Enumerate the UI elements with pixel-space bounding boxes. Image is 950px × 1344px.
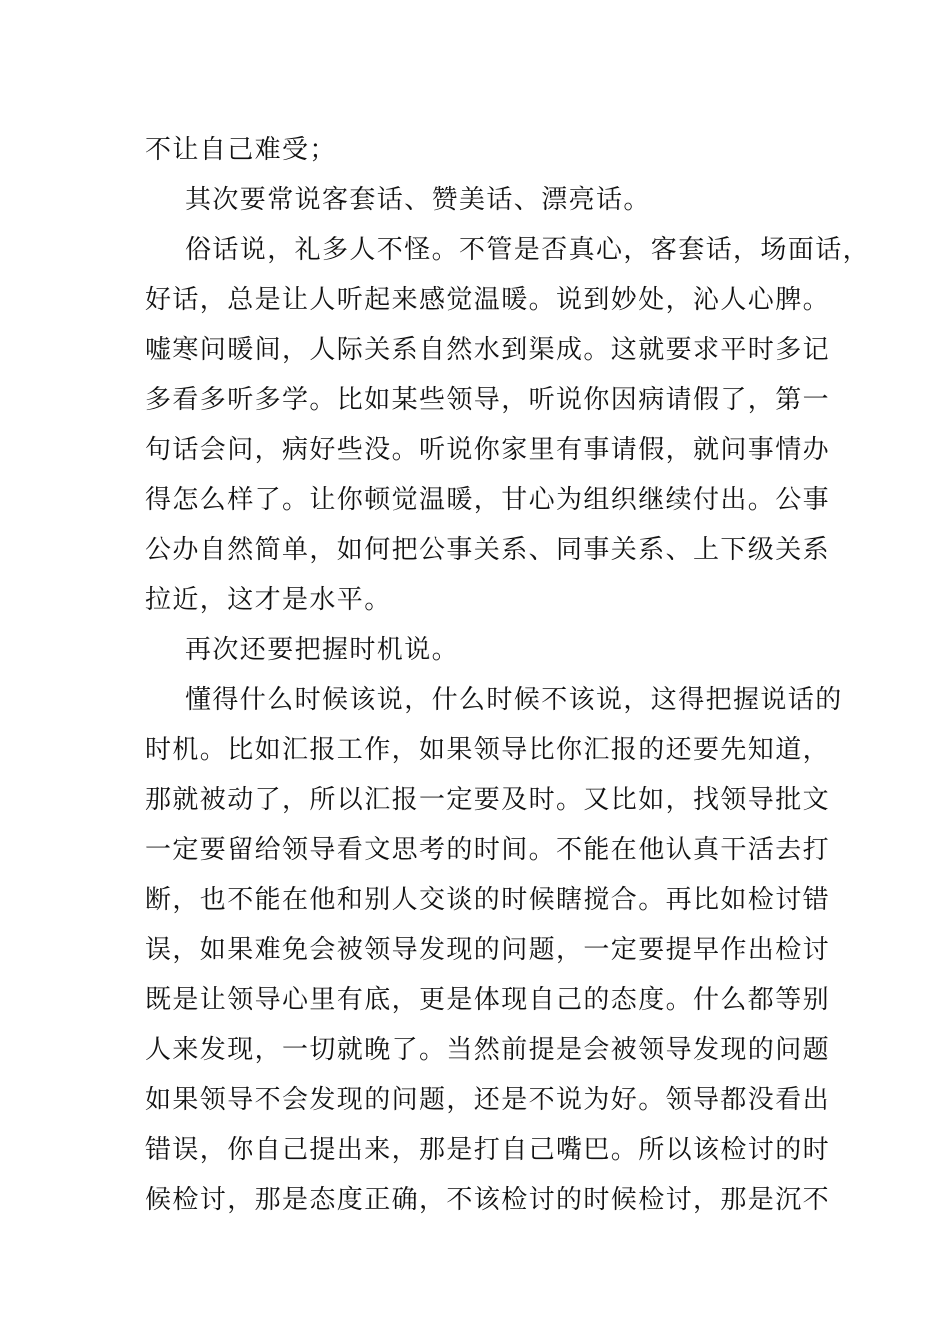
paragraph-first-line: 其次要常说客套话、赞美话、漂亮话。 xyxy=(185,185,651,215)
text-line: 既是让领导心里有底，更是体现自己的态度。什么都等别 xyxy=(145,985,831,1015)
text-line: 时机。比如汇报工作，如果领导比你汇报的还要先知道， xyxy=(145,735,831,765)
text-line: 候检讨，那是态度正确，不该检讨的时候检讨，那是沉不 xyxy=(145,1185,831,1215)
text-line: 错误，你自己提出来，那是打自己嘴巴。所以该检讨的时 xyxy=(145,1135,831,1165)
text-line: 公办自然简单，如何把公事关系、同事关系、上下级关系 xyxy=(145,535,831,565)
text-line: 得怎么样了。让你顿觉温暖，甘心为组织继续付出。公事 xyxy=(145,485,831,515)
text-line: 人来发现，一切就晚了。当然前提是会被领导发现的问题 xyxy=(145,1035,831,1065)
text-line: 嘘寒问暖间，人际关系自然水到渠成。这就要求平时多记 xyxy=(145,335,831,365)
text-line: 不让自己难受； xyxy=(145,135,337,165)
paragraph-first-line: 懂得什么时候该说，什么时候不该说，这得把握说话的 xyxy=(185,685,843,715)
text-line: 如果领导不会发现的问题，还是不说为好。领导都没看出 xyxy=(145,1085,831,1115)
paragraph-first-line: 再次还要把握时机说。 xyxy=(185,635,460,665)
text-line: 误，如果难免会被领导发现的问题，一定要提早作出检讨 xyxy=(145,935,831,965)
text-line: 那就被动了，所以汇报一定要及时。又比如，找领导批文 xyxy=(145,785,831,815)
text-line: 多看多听多学。比如某些领导，听说你因病请假了，第一 xyxy=(145,385,831,415)
text-line: 一定要留给领导看文思考的时间。不能在他认真干活去打 xyxy=(145,835,831,865)
text-line: 拉近，这才是水平。 xyxy=(145,585,392,615)
text-line: 断，也不能在他和别人交谈的时候瞎搅合。再比如检讨错 xyxy=(145,885,831,915)
paragraph-first-line: 俗话说，礼多人不怪。不管是否真心，客套话，场面话， xyxy=(185,235,871,265)
text-line: 好话，总是让人听起来感觉温暖。说到妙处，沁人心脾。 xyxy=(145,285,831,315)
text-line: 句话会问，病好些没。听说你家里有事请假，就问事情办 xyxy=(145,435,831,465)
